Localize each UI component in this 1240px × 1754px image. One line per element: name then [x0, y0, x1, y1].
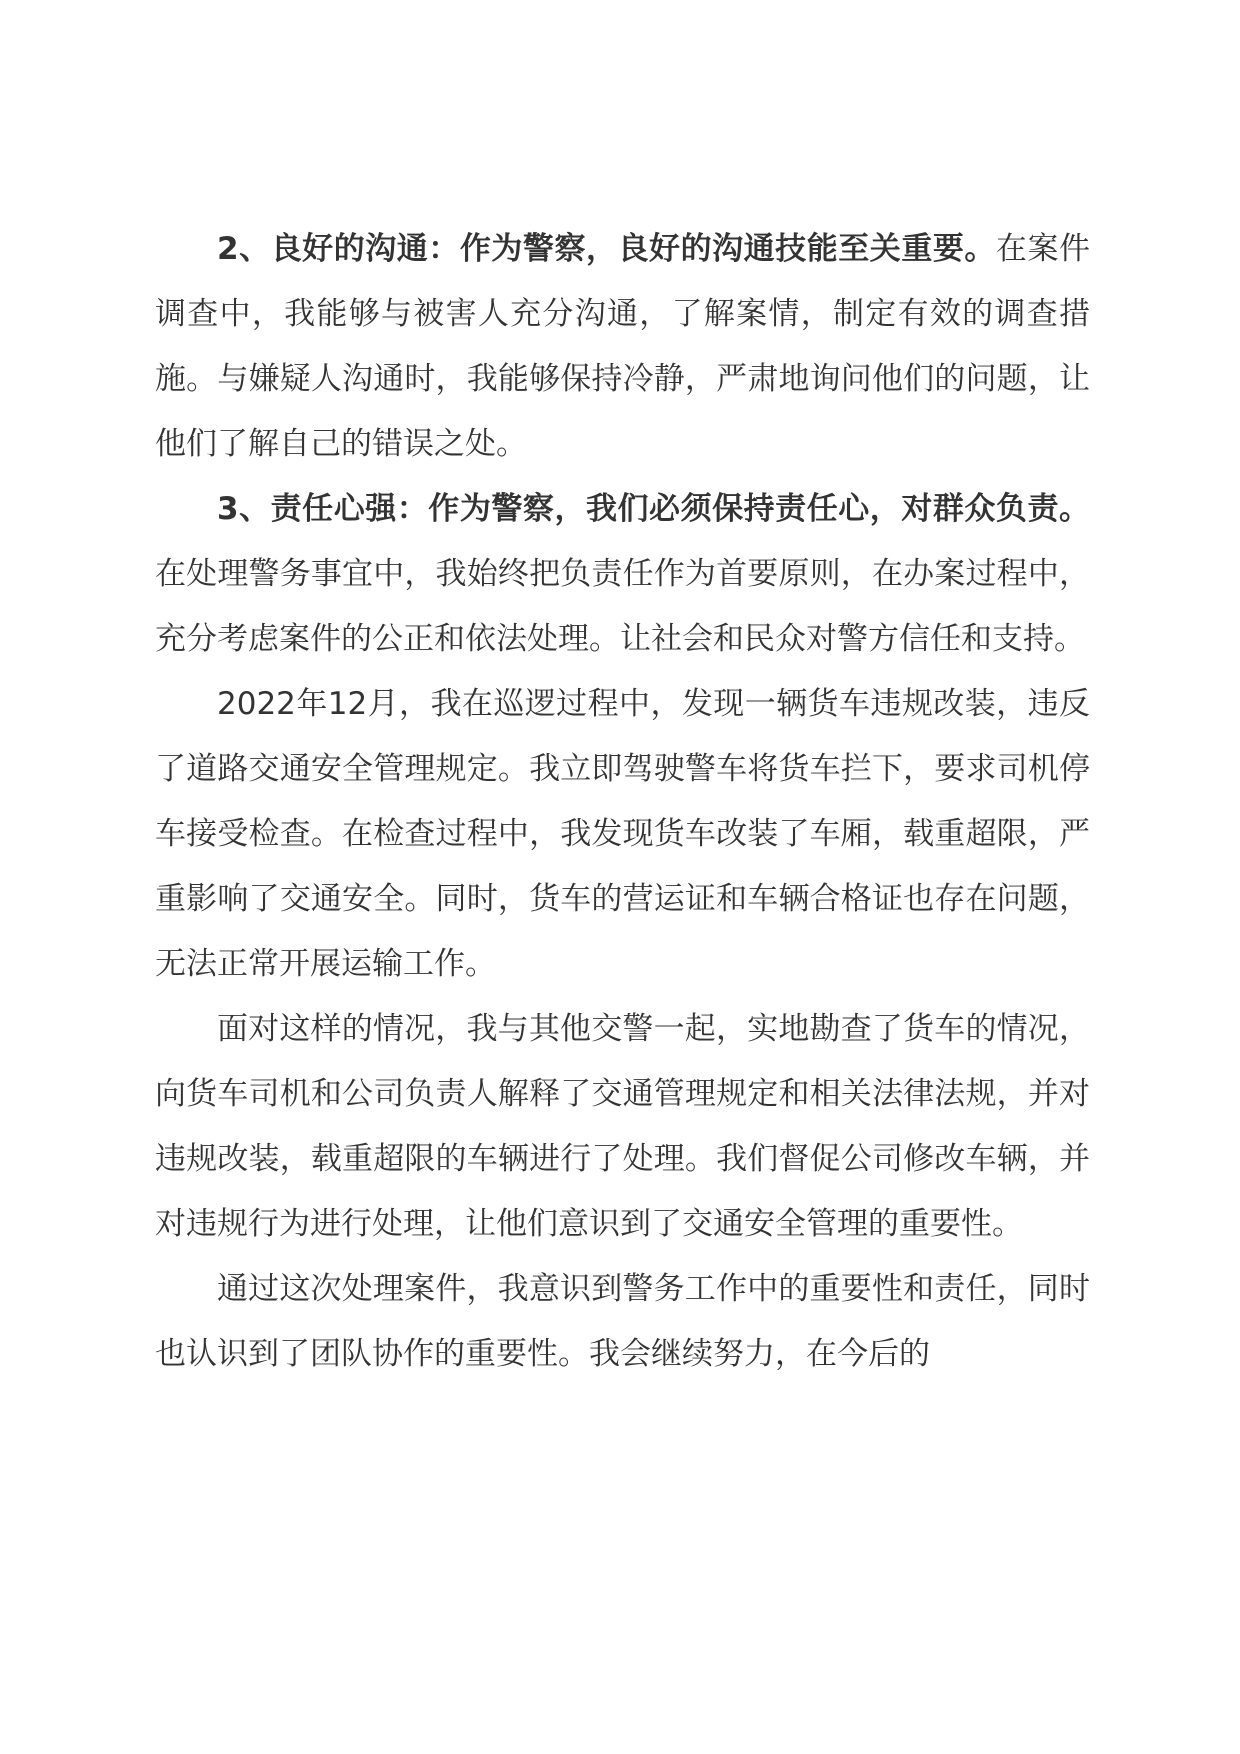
paragraph-text: 通过这次处理案件，我意识到警务工作中的重要性和责任，同时也认识到了团队协作的重要性。我会继续努力，在今后的 [155, 1271, 1090, 1372]
paragraph-heading: 3、责任心强：作为警察，我们必须保持责任心，对群众负责。 [217, 491, 1090, 527]
paragraph-reflection [155, 1257, 1090, 1387]
paragraph-communication [155, 217, 1090, 477]
paragraph-case-handling [155, 997, 1090, 1257]
paragraph-text: 在案件调查中，我能够与被害人充分沟通，了解案情，制定有效的调查措施。与嫌疑人沟通时，我能够保持冷静，严肃地询问他们的问题，让他们了解自己的错误之处。 [155, 231, 1090, 462]
document-body [155, 217, 1090, 1387]
paragraph-text: 面对这样的情况，我与其他交警一起，实地勘查了货车的情况，向货车司机和公司负责人解释了交通管理规定和相关法律法规，并对违规改装，载重超限的车辆进行了处理。我们督促公司修改车辆，并对违规行为进行处理，让他们意识到了交通安全管理的重要性。 [155, 1011, 1090, 1242]
paragraph-responsibility [155, 477, 1090, 672]
paragraph-text: 在处理警务事宜中，我始终把负责任作为首要原则，在办案过程中，充分考虑案件的公正和依法处理。让社会和民众对警方信任和支持。 [155, 556, 1090, 657]
paragraph-case-description [155, 672, 1090, 997]
paragraph-heading: 2、良好的沟通：作为警察，良好的沟通技能至关重要。 [217, 231, 996, 267]
paragraph-text: 2022年12月，我在巡逻过程中，发现一辆货车违规改装，违反了道路交通安全管理规定。我立即驾驶警车将货车拦下，要求司机停车接受检查。在检查过程中，我发现货车改装了车厢，载重超限，严重影响了交通安全。同时，货车的营运证和车辆合格证也存在问题，无法正常开展运输工作。 [155, 686, 1090, 982]
